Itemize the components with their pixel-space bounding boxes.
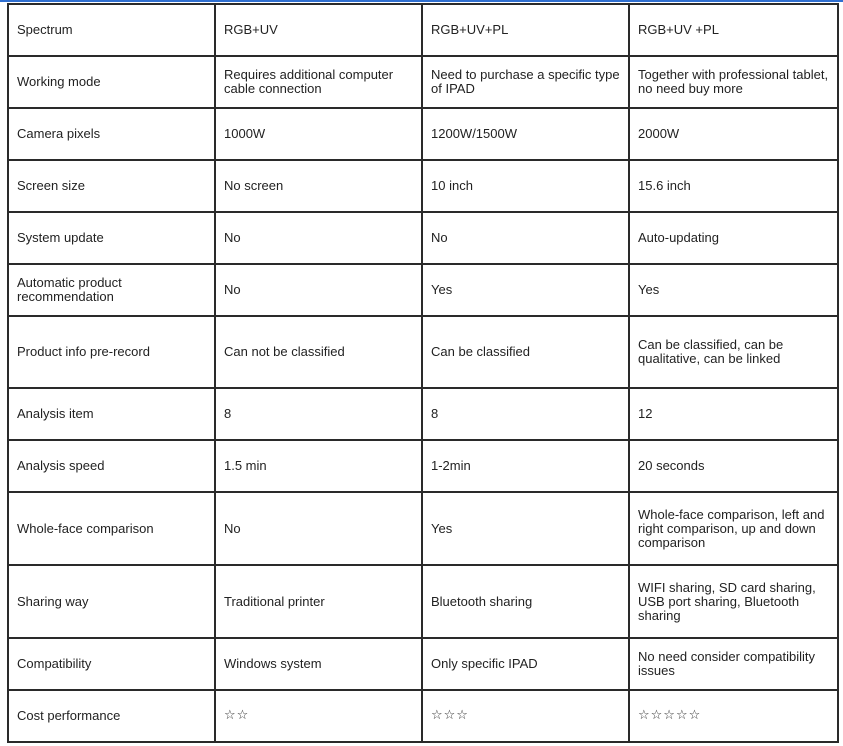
table-cell: No screen	[215, 160, 422, 212]
table-row	[8, 212, 838, 264]
table-cell: WIFI sharing, SD card sharing, USB port sharing, Bluetooth sharing	[629, 565, 838, 638]
table-row	[8, 388, 838, 440]
table-cell: Can be classified	[422, 316, 629, 388]
table-cell: Yes	[629, 264, 838, 316]
table-cell: 20 seconds	[629, 440, 838, 492]
row-label: Product info pre-record	[8, 316, 215, 388]
table-cell: Windows system	[215, 638, 422, 690]
table-cell: 2000W	[629, 108, 838, 160]
table-cell: 15.6 inch	[629, 160, 838, 212]
star-rating-icon: ☆☆☆☆☆	[629, 690, 838, 742]
table-row	[8, 56, 838, 108]
table-cell: 10 inch	[422, 160, 629, 212]
top-accent-line	[0, 0, 843, 2]
table-cell: Can be classified, can be qualitative, can be linked	[629, 316, 838, 388]
row-label: Compatibility	[8, 638, 215, 690]
table-row	[8, 4, 838, 56]
table-row	[8, 160, 838, 212]
table-cell: 12	[629, 388, 838, 440]
table-cell: Traditional printer	[215, 565, 422, 638]
table-cell: RGB+UV+PL	[422, 4, 629, 56]
table-cell: Need to purchase a specific type of IPAD	[422, 56, 629, 108]
table-row	[8, 264, 838, 316]
table-row-cost-performance	[8, 690, 838, 742]
table-cell: 1200W/1500W	[422, 108, 629, 160]
table-cell: 8	[215, 388, 422, 440]
table-cell: No	[215, 492, 422, 565]
row-label: Whole-face comparison	[8, 492, 215, 565]
table-row	[8, 638, 838, 690]
row-label: Analysis speed	[8, 440, 215, 492]
comparison-table	[7, 3, 839, 743]
table-cell: No	[422, 212, 629, 264]
row-label: Sharing way	[8, 565, 215, 638]
table-row	[8, 108, 838, 160]
table-cell: No	[215, 264, 422, 316]
table-row	[8, 440, 838, 492]
table-row	[8, 492, 838, 565]
table-cell: Requires additional computer cable connection	[215, 56, 422, 108]
table-cell: 1-2min	[422, 440, 629, 492]
table-cell: Whole-face comparison, left and right comparison, up and down comparison	[629, 492, 838, 565]
row-label: Cost performance	[8, 690, 215, 742]
table-cell: 1.5 min	[215, 440, 422, 492]
table-cell: Auto-updating	[629, 212, 838, 264]
table-cell: 1000W	[215, 108, 422, 160]
row-label: Working mode	[8, 56, 215, 108]
row-label: System update	[8, 212, 215, 264]
table-row	[8, 565, 838, 638]
row-label: Screen size	[8, 160, 215, 212]
table-cell: Can not be classified	[215, 316, 422, 388]
table-row	[8, 316, 838, 388]
table-cell: RGB+UV	[215, 4, 422, 56]
table-cell: Yes	[422, 264, 629, 316]
table-cell: 8	[422, 388, 629, 440]
table-cell: Only specific IPAD	[422, 638, 629, 690]
table-cell: Yes	[422, 492, 629, 565]
table-cell: Together with professional tablet, no need buy more	[629, 56, 838, 108]
table-cell: Bluetooth sharing	[422, 565, 629, 638]
table-cell: RGB+UV +PL	[629, 4, 838, 56]
row-label: Automatic product recommendation	[8, 264, 215, 316]
row-label: Camera pixels	[8, 108, 215, 160]
star-rating-icon: ☆☆☆	[422, 690, 629, 742]
row-label: Spectrum	[8, 4, 215, 56]
table-cell: No	[215, 212, 422, 264]
table-cell: No need consider compatibility issues	[629, 638, 838, 690]
row-label: Analysis item	[8, 388, 215, 440]
star-rating-icon: ☆☆	[215, 690, 422, 742]
